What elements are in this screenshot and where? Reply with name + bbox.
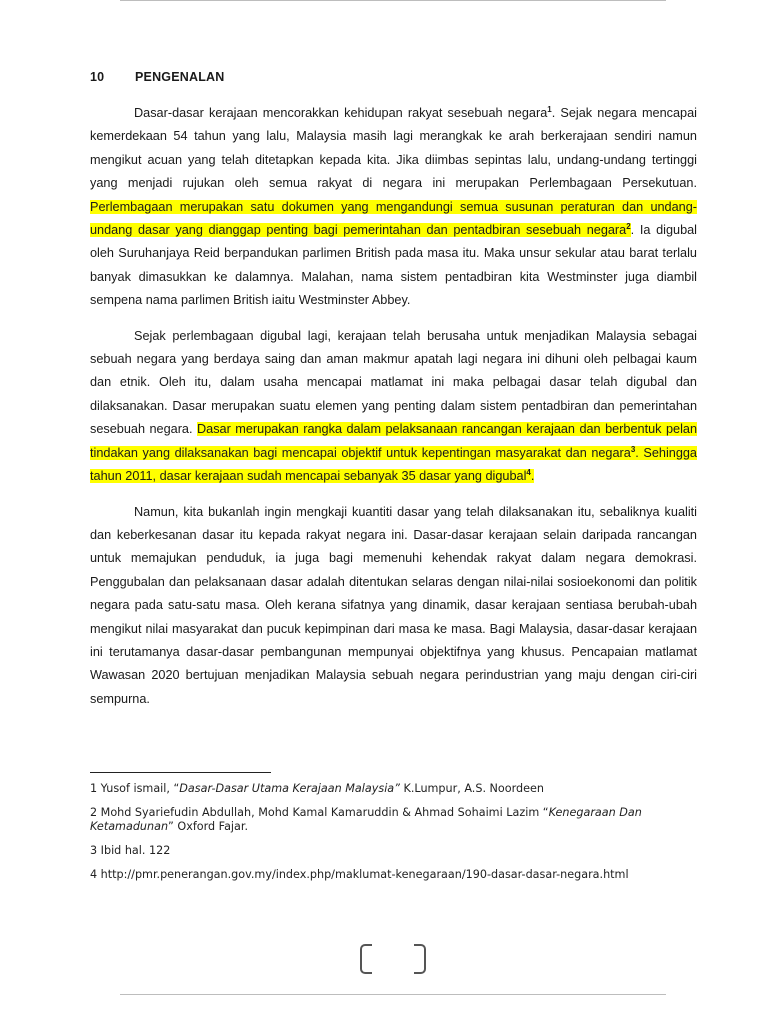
section-title: PENGENALAN [135, 70, 225, 84]
bottom-rule [120, 994, 666, 995]
left-bracket-icon [360, 944, 372, 974]
paragraph-text: . Ia digubal oleh Suruhanjaya Reid berpandukan parlimen British pada masa itu. Maka unsur sekular atau barat terlalu banyak dimasukkan ke dalamnya. Malahan, nama sistem pentadbiran kita Westminster juga diambil sempena nama parlimen British iaitu Westminster Abbey. [90, 223, 697, 308]
footnote-1 [90, 782, 690, 796]
paragraph-text: Dasar-dasar kerajaan mencorakkan kehidupan rakyat sesebuah negara [134, 106, 548, 120]
paragraph-text: Sejak perlembagaan digubal lagi, kerajaan telah berusaha untuk menjadikan Malaysia sebagai sebuah negara yang berdaya saing dan aman makmur apatah lagi negara ini dihuni oleh pelbagai kaum dan etnik. Oleh itu, dalam usaha mencapai matlamat ini maka pelbagai dasar telah digubal dan dilaksanakan. Dasar merupakan suatu elemen yang penting dalam sistem pentadbiran dan pemerintahan sesebuah negara. [90, 328, 697, 437]
paragraph-3: Namun, kita bukanlah ingin mengkaji kuantiti dasar yang telah dilaksanakan itu, sebaliknya kualiti dan keberkesanan dasar itu kepada rakyat negara ini. Dasar-dasar kerajaan selain daripada rancangan untuk memajukan penduduk, ia juga bagi memenuhi kehendak rakyat dalam negara demokrasi. Penggubalan dan pelaksanaan dasar adalah ditentukan selaras dengan nilai-nilai sosioekonomi dan politik negara pada satu-satu masa. Oleh kerana sifatnya yang dinamik, dasar kerajaan sentiasa berubah-ubah mengikut nilai masyarakat dan pucuk kepimpinan dari masa ke masa. Bagi Malaysia, dasar-dasar kerajaan ini terutamanya dasar-dasar pembangunan mempunyai objektifnya yang khusus. Pencapaian matlamat Wawasan 2020 bertujuan menjadikan Malaysia sebuah negara perindustrian yang maju dengan ciri-ciri sempurna. [90, 504, 697, 706]
highlighted-text [90, 200, 697, 237]
right-bracket-icon [414, 944, 426, 974]
page-number-placeholder [358, 944, 428, 974]
footnote-ref: 1 [547, 104, 552, 114]
footnote-text: ” Oxford Fajar. [168, 820, 249, 833]
highlighted-span: . [530, 469, 535, 484]
paragraph-1 [90, 102, 697, 313]
footnote-text: K.Lumpur, A.S. Noordeen [399, 782, 544, 795]
paragraph-2 [90, 325, 697, 489]
footnote-title: Dasar-Dasar Utama Kerajaan Malaysia” [179, 782, 400, 795]
top-rule [120, 0, 666, 1]
footnote-4: 4 http://pmr.penerangan.gov.my/index.php/maklumat-kenegaraan/190-dasar-dasar-negara.html [90, 868, 629, 881]
section-heading [90, 70, 225, 84]
footnote-separator [90, 772, 271, 773]
paragraph-text: . Sejak negara mencapai kemerdekaan 54 tahun yang lalu, Malaysia masih lagi merangkak ke arah berkerajaan sendiri namun mengikut acuan yang telah ditetapkan kepada kita. Jika diimbas sepintas lalu, undang-undang tertinggi yang menjadi rujukan oleh semua rakyat di negara ini merupakan Perlembagaan Persekutuan. [90, 106, 697, 191]
footnote-ref: 3 [630, 444, 636, 454]
footnote-ref: 4 [526, 467, 531, 477]
footnote-text: 1 Yusof ismail, “ [90, 782, 180, 795]
footnote-ref: 2 [626, 221, 631, 231]
highlighted-span: . Sehingga tahun 2011, dasar kerajaan sudah mencapai sebanyak 35 dasar yang digubal [90, 445, 697, 484]
footnote-3: 3 Ibid hal. 122 [90, 844, 171, 857]
highlighted-span: Dasar merupakan rangka dalam pelaksanaan rancangan kerajaan dan berbentuk pelan tindakan yang dilaksanakan bagi mencapai objektif untuk kepentingan masyarakat dan negara [90, 422, 698, 460]
footnote-text: 2 Mohd Syariefudin Abdullah, Mohd Kamal Kamaruddin & Ahmad Sohaimi Lazim “ [90, 806, 549, 819]
footnotes [90, 782, 690, 892]
footnote-title: Kenegaraan Dan Ketamadunan [90, 806, 642, 833]
highlighted-span: Perlembagaan merupakan satu dokumen yang mengandungi semua susunan peraturan dan undang-undang dasar yang dianggap penting bagi pemerintahan dan pentadbiran sesebuah negara [90, 199, 697, 238]
document-body [90, 102, 697, 723]
section-number: 10 [90, 70, 105, 84]
footnote-2 [90, 806, 690, 834]
